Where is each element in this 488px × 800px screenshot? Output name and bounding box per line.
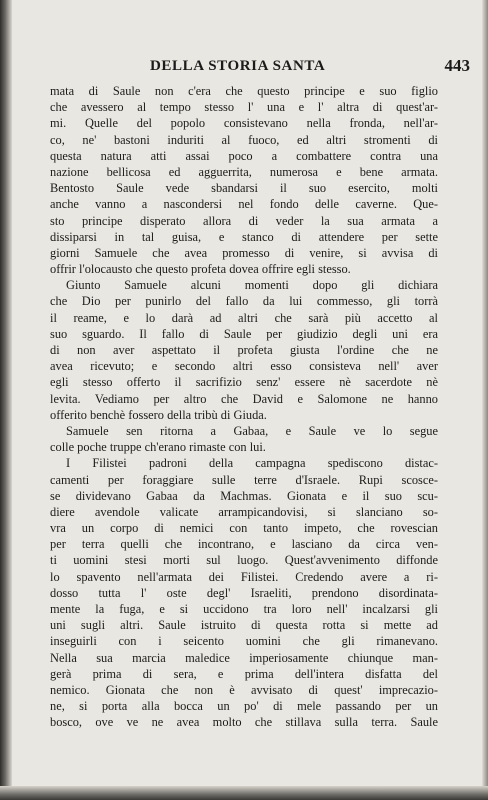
text-line: mi. Quelle del popolo consistevano nella fronda, nell'ar- <box>50 116 438 131</box>
text-line: ne, si porta alla bocca un po' di mele passando per un <box>50 699 438 714</box>
text-line: mata di Saule non c'era che questo principe e suo figlio <box>50 84 438 98</box>
text-line: il reame, e lo darà ad altri che sarà più accetto al <box>50 310 438 325</box>
text-line: avea ricevuto; e secondo altri esso consisteva nell' aver <box>50 359 438 374</box>
text-line: uni sugli altri. Saule istruito di questa rotta si mette ad <box>50 618 438 633</box>
text-line: Bentosto Saule vede sbandarsi il suo esercito, molti <box>50 181 438 196</box>
text-line: che Dio per punirlo del fallo da lui commesso, gli torrà <box>50 294 438 309</box>
running-title: DELLA STORIA SANTA <box>150 58 326 74</box>
text-line: giorni Samuele che avea promesso di venire, si avvisa di <box>50 245 438 260</box>
text-line: offrir l'olocausto che questo profeta dovea offrire egli stesso. <box>50 262 351 277</box>
running-header <box>50 58 470 82</box>
text-line: sto principe disperato allora di veder la sua armata a <box>50 213 438 228</box>
page-edge-bottom <box>0 786 488 800</box>
page-gutter-shadow <box>0 0 12 800</box>
body-text <box>50 83 438 731</box>
text-line: vra un corpo di nemici con tanto impeto, che rovescian <box>50 521 438 536</box>
text-line: mente la fuga, e si uccidono tra loro nell' incalzarsi gli <box>50 602 438 616</box>
text-line: camenti per foraggiare sulle terre d'Israele. Rupi scosce- <box>50 472 438 487</box>
text-line: Samuele sen ritorna a Gabaa, e Saule ve lo segue <box>66 423 438 438</box>
text-line: inseguirli con i seicento uomini che gli rimanevano. <box>50 634 438 649</box>
text-line: ti uomini stesi morti sul luogo. Quest'avvenimento diffonde <box>50 553 438 568</box>
text-line: suo sguardo. Il fallo di Saule per giudizio degli uni era <box>50 326 438 341</box>
text-line: anche vanno a nascondersi nel fondo delle caverne. Que- <box>50 197 438 212</box>
text-line: dosso tutta l' oste degl' Israeliti, prendono disordinata- <box>50 585 438 600</box>
text-line: egli stesso offerto il sacrifizio senz' essere nè sacerdote nè <box>50 375 438 390</box>
text-line: dissiparsi in tal guisa, e stanco di attendere per sette <box>50 229 438 244</box>
text-line: diere avendole valicate arrampicandovisi, si slanciano so- <box>50 504 438 519</box>
text-line: offerito benchè fossero della tribù di Giuda. <box>50 407 267 422</box>
text-line: gerà prima di sera, e prima dell'intera disfatta del <box>50 666 438 681</box>
text-line: co, ne' bastoni induriti al fuoco, ed altri stromenti di <box>50 132 438 147</box>
text-line: Giunto Samuele alcuni momenti dopo gli dichiara <box>66 278 438 293</box>
text-line: nemico. Gionata che non è avvisato di quest' imprecazio- <box>50 682 438 697</box>
page-number: 443 <box>444 56 470 75</box>
text-line: che avessero al tempo stesso l' una e l' altra di quest'ar- <box>50 100 438 115</box>
text-line: lo spavento nell'armata dei Filistei. Credendo avere a ri- <box>50 569 438 584</box>
text-line: levita. Vediamo per altro che David e Salomone ne hanno <box>50 391 438 406</box>
text-line: se dividevano Gabaa da Machmas. Gionata e il suo scu- <box>50 488 438 503</box>
text-line: Nella sua marcia maledice imperiosamente chiunque man- <box>50 650 438 665</box>
text-line: per terra quelli che incontrano, e lasciano da circa ven- <box>50 537 438 552</box>
text-line: questa natura atti assai poco a combattere contra una <box>50 148 438 163</box>
text-line: di non aver aspettato il profeta giusta l'ordine che ne <box>50 343 438 357</box>
page-edge-right <box>482 0 488 800</box>
text-line: bosco, ove ve ne avea molto che stillava sulla terra. Saule <box>50 715 438 730</box>
text-line: I Filistei padroni della campagna spediscono distac- <box>66 456 438 471</box>
text-line: nazione bellicosa ed agguerrita, numerosa e bene armata. <box>50 164 438 179</box>
text-line: colle poche truppe ch'erano rimaste con lui. <box>50 440 266 455</box>
